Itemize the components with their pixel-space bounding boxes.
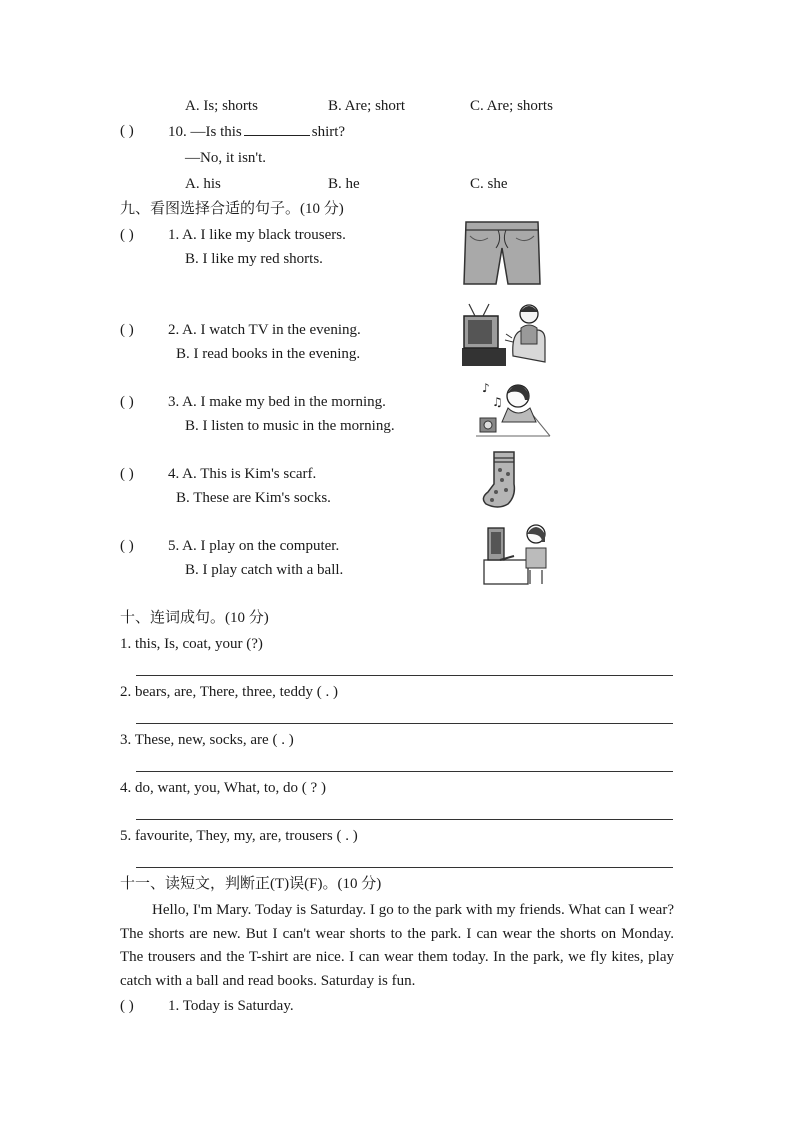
q10-option-a: A. his <box>185 176 221 192</box>
q10-option-b: B. he <box>328 176 360 192</box>
q10-option-c: C. she <box>470 176 508 192</box>
s10-item5: 5. favourite, They, my, are, trousers ( . ) <box>120 828 358 844</box>
q10-prefix: 10. —Is this <box>168 124 242 140</box>
s9-item4-paren: ( ) <box>120 466 134 482</box>
q9-option-a: A. Is; shorts <box>185 98 258 114</box>
s10-item2: 2. bears, are, There, three, teddy ( . ) <box>120 684 338 700</box>
shorts-icon <box>462 218 542 288</box>
s9-item1-a: 1. A. I like my black trousers. <box>168 227 346 243</box>
section10-title: 十、连词成句。(10 分) <box>120 610 269 626</box>
s9-item2-a: 2. A. I watch TV in the evening. <box>168 322 361 338</box>
q10-blank <box>244 121 310 136</box>
q9-option-c: C. Are; shorts <box>470 98 553 114</box>
computer-icon <box>482 520 552 586</box>
s10-item4: 4. do, want, you, What, to, do ( ? ) <box>120 780 326 796</box>
s10-answer-line-4 <box>136 819 673 820</box>
s10-item1: 1. this, Is, coat, your (?) <box>120 636 263 652</box>
sock-icon <box>480 450 530 510</box>
s10-answer-line-2 <box>136 723 673 724</box>
s10-item3: 3. These, new, socks, are ( . ) <box>120 732 294 748</box>
s9-item3-a: 3. A. I make my bed in the morning. <box>168 394 386 410</box>
s10-answer-line-3 <box>136 771 673 772</box>
s10-answer-line-5 <box>136 867 673 868</box>
q10-paren: ( ) <box>120 123 134 139</box>
s9-item3-paren: ( ) <box>120 394 134 410</box>
s9-item5-paren: ( ) <box>120 538 134 554</box>
svg-text:♫: ♫ <box>492 395 503 409</box>
s9-item1-paren: ( ) <box>120 227 134 243</box>
listening-music-icon <box>472 376 552 440</box>
svg-text:♪: ♪ <box>482 381 490 395</box>
s9-item2-b: B. I read books in the evening. <box>176 346 361 362</box>
s9-item4-b: B. These are Kim's socks. <box>176 490 331 506</box>
s9-item5-a: 5. A. I play on the computer. <box>168 538 340 554</box>
s9-item1-b: B. I like my red shorts. <box>185 251 323 267</box>
q10-answer: —No, it isn't. <box>185 150 267 166</box>
s9-item4-a: 4. A. This is Kim's scarf. <box>168 466 317 482</box>
watching-tv-icon <box>461 300 547 368</box>
s11-item1-paren: ( ) <box>120 998 134 1014</box>
q10-suffix: shirt? <box>311 124 346 140</box>
q10-question <box>168 121 345 142</box>
s10-answer-line-1 <box>136 675 673 676</box>
section9-title: 九、看图选择合适的句子。(10 分) <box>120 201 344 217</box>
section11-title: 十一、读短文，判断正(T)误(F)。(10 分) <box>120 876 382 892</box>
reading-passage: Hello, I'm Mary. Today is Saturday. I go to the park with my friends. What can I wear? The shorts are new. But I can't wear shorts to the park. I can wear the shorts on Monday. The trousers and the T-shirt are nice. I can wear them today. In the park, we fly kites, play catch with a ball and read books. Saturday is fun. <box>120 902 674 989</box>
s11-item1-text: 1. Today is Saturday. <box>168 998 294 1014</box>
s9-item5-b: B. I play catch with a ball. <box>185 562 344 578</box>
s9-item3-b: B. I listen to music in the morning. <box>185 418 395 434</box>
s9-item2-paren: ( ) <box>120 322 134 338</box>
q9-option-b: B. Are; short <box>328 98 406 114</box>
